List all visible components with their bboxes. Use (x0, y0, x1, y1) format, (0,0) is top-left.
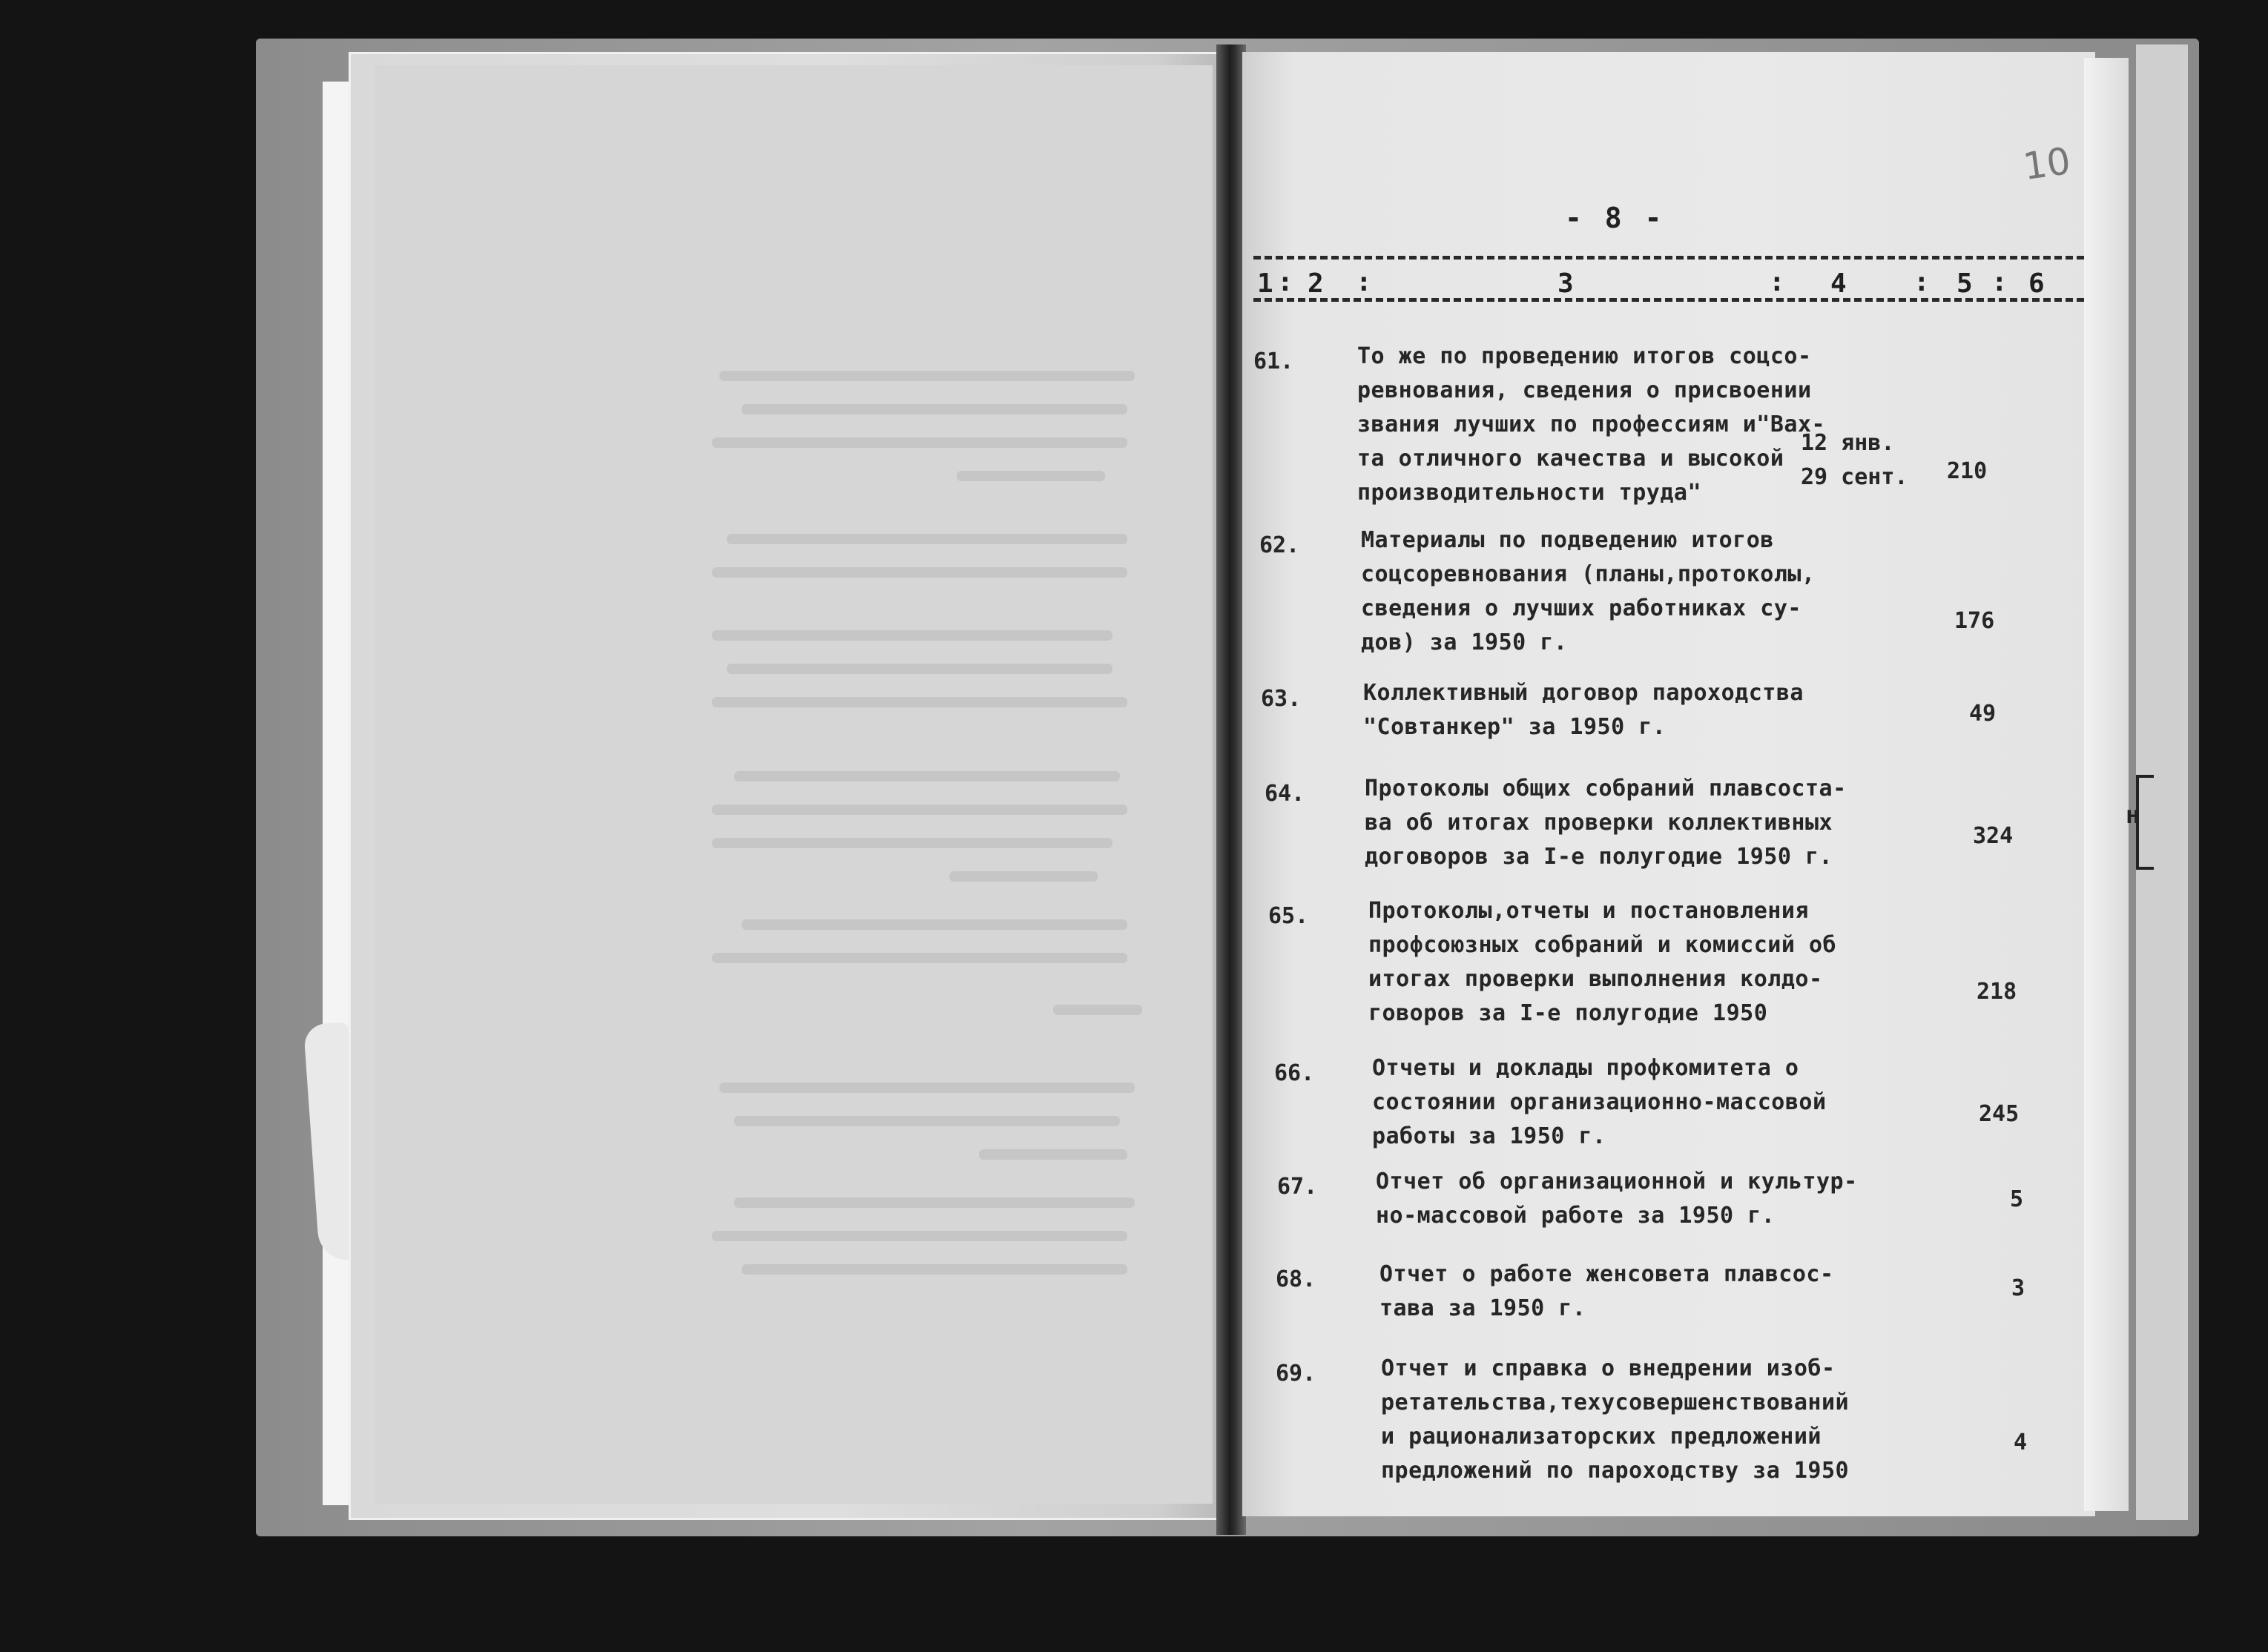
bleed-through-mark (712, 953, 1127, 963)
bleed-through-mark (727, 664, 1112, 674)
index-tab-letter: н (2126, 801, 2140, 829)
entry-description: Коллективный договор пароходства "Совтанкер" за 1950 г. (1363, 680, 1804, 740)
bleed-through-mark (742, 404, 1127, 414)
left-page-blank (375, 65, 1213, 1504)
entry-sheet-count: 49 (1969, 701, 1997, 727)
entry-number: 64. (1265, 781, 1305, 807)
bleed-through-mark (742, 919, 1127, 930)
bleed-through-mark (734, 1197, 1135, 1208)
pencil-folio-mark: 10 (2020, 139, 2074, 189)
column-separator: : (1991, 267, 2008, 297)
column-header-1: 1 (1257, 268, 1273, 299)
right-page-edge (2084, 58, 2129, 1511)
entry-sheet-count: 324 (1973, 823, 2014, 849)
bleed-through-mark (742, 1264, 1127, 1275)
entry-description: Протоколы,отчеты и постановления профсоюзных собраний и комиссий об итогах проверки выполнения колдо- говоров за I-е полугодие 1950 (1368, 898, 1837, 1026)
bleed-through-mark (712, 1231, 1127, 1241)
entry-description: То же по проведению итогов соцсо- ревнования, сведения о присвоении звания лучших по профессиям и"Вах- та отличного качества и высокой производительности труда" (1357, 343, 1826, 506)
bleed-through-mark (712, 567, 1127, 578)
bleed-through-mark (949, 871, 1098, 882)
bleed-through-mark (979, 1149, 1127, 1160)
entry-description: Материалы по подведению итогов соцсоревнования (планы,протоколы, сведения о лучших работниках су- дов) за 1950 г. (1361, 527, 1816, 655)
column-separator: : (1277, 267, 1293, 297)
entry-number: 69. (1276, 1361, 1316, 1387)
bleed-through-mark (734, 1116, 1120, 1126)
entry-sheet-count: 5 (2010, 1186, 2024, 1212)
bleed-through-mark (719, 371, 1135, 381)
page-number: - 8 - (1565, 202, 1665, 234)
bleed-through-mark (712, 804, 1127, 815)
entry-number: 67. (1277, 1174, 1318, 1200)
column-separator: : (1913, 267, 1930, 297)
entry-description: Отчеты и доклады профкомитета о состоянии организационно-массовой работы за 1950 г. (1372, 1055, 1827, 1149)
bleed-through-mark (712, 697, 1127, 707)
bleed-through-mark (712, 437, 1127, 448)
column-header-6: 6 (2028, 268, 2045, 299)
header-rule-top (1253, 256, 2084, 260)
entry-sheet-count: 218 (1977, 979, 2017, 1005)
entry-number: 68. (1276, 1266, 1316, 1292)
book-spine (1216, 44, 1246, 1535)
entry-description: Протоколы общих собраний плавсоста- ва об итогах проверки коллективных договоров за I-е полугодие 1950 г. (1365, 776, 1847, 870)
entry-sheet-count: 245 (1979, 1101, 2020, 1127)
entry-number: 65. (1268, 903, 1309, 929)
entry-number: 62. (1259, 532, 1300, 558)
column-separator: : (1769, 267, 1785, 297)
bleed-through-mark (1053, 1005, 1142, 1015)
column-header-2: 2 (1308, 268, 1324, 299)
entry-number: 61. (1253, 348, 1294, 374)
entry-number: 63. (1261, 686, 1302, 712)
bleed-through-mark (719, 1083, 1135, 1093)
column-header-4: 4 (1830, 268, 1847, 299)
bleed-through-mark (712, 838, 1112, 848)
entry-number: 66. (1274, 1060, 1315, 1086)
column-header-5: 5 (1957, 268, 1973, 299)
column-header-3: 3 (1557, 268, 1574, 299)
inserted-sheet-edge (323, 82, 352, 1505)
entry-sheet-count: 176 (1954, 608, 1995, 634)
entry-sheet-count: 4 (2014, 1430, 2028, 1456)
entry-description: Отчет о работе женсовета плавсос- тава за 1950 г. (1379, 1261, 1834, 1321)
column-separator: : (1356, 267, 1372, 297)
entry-sheet-count: 210 (1947, 458, 1988, 484)
entry-description: Отчет и справка о внедрении изоб- ретательства,техусовершенствований и рационализаторских предложений предложений по пароходству за 1950 (1381, 1355, 1850, 1484)
bleed-through-mark (734, 771, 1120, 782)
entry-description: Отчет об организационной и культур- но-массовой работе за 1950 г. (1376, 1169, 1858, 1229)
entry-sheet-count: 3 (2011, 1275, 2025, 1301)
bleed-through-mark (712, 630, 1112, 641)
bleed-through-mark (957, 471, 1105, 481)
bleed-through-mark (727, 534, 1127, 544)
entry-dates: 12 янв. 29 сент. (1801, 430, 1908, 490)
